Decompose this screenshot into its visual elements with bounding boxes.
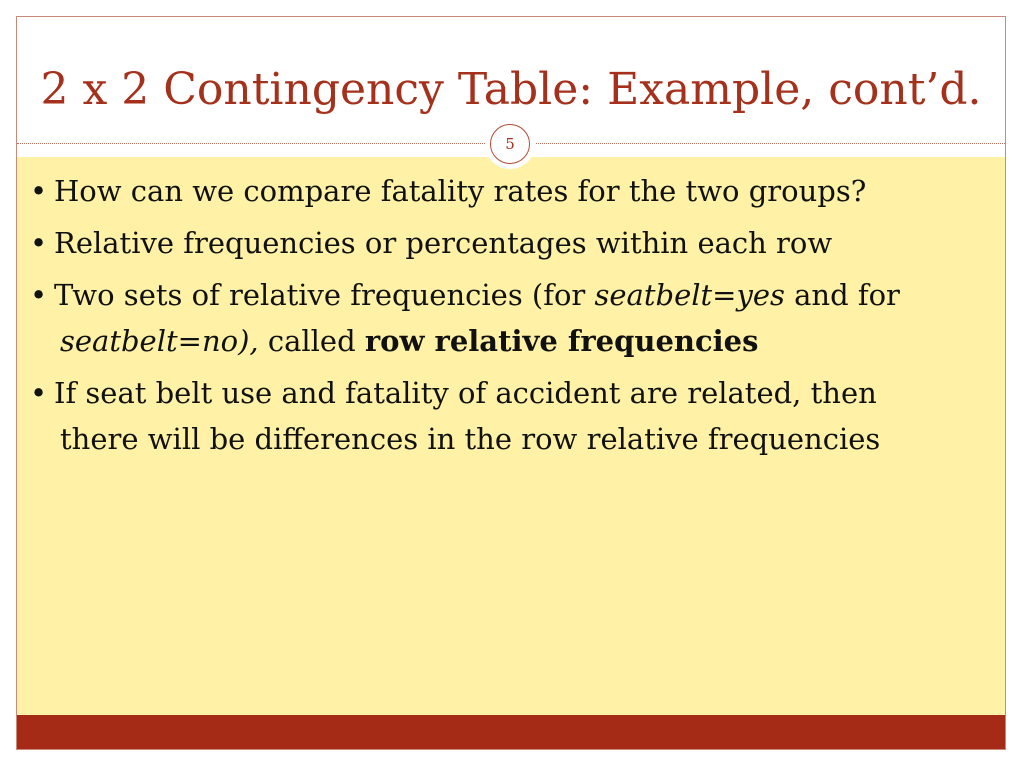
bullet-text-seatbelt-yes: seatbelt=yes: [594, 278, 785, 312]
bullet-icon: •: [30, 278, 48, 312]
bottom-bar: [17, 715, 1005, 749]
bullet-icon: •: [30, 376, 48, 410]
bullet-text: How can we compare fatality rates for the two groups?: [54, 174, 867, 208]
bullet-item: [30, 220, 960, 266]
bullet-icon: •: [30, 174, 48, 208]
bullet-text-e: called: [258, 324, 365, 358]
bullet-item: [30, 370, 960, 462]
bullet-item: [30, 272, 960, 364]
slide-title: 2 x 2 Contingency Table: Example, cont’d.: [40, 64, 982, 115]
bullet-text: If seat belt use and fatality of accident are related, then there will be differences in the row relative frequencies: [54, 376, 881, 456]
bullet-text-row-relative-frequencies: row relative frequencies: [364, 324, 759, 358]
page-number: 5: [490, 124, 530, 164]
bullet-text-seatbelt-no: seatbelt=no),: [60, 324, 259, 358]
bullet-text-c: and for: [784, 278, 900, 312]
bullet-icon: •: [30, 226, 48, 260]
bullet-text-a: Two sets of relative frequencies (for: [54, 278, 595, 312]
page-number-badge: [485, 119, 535, 169]
bullet-list: [30, 168, 960, 468]
bullet-text: Relative frequencies or percentages within each row: [54, 226, 833, 260]
bullet-item: [30, 168, 960, 214]
